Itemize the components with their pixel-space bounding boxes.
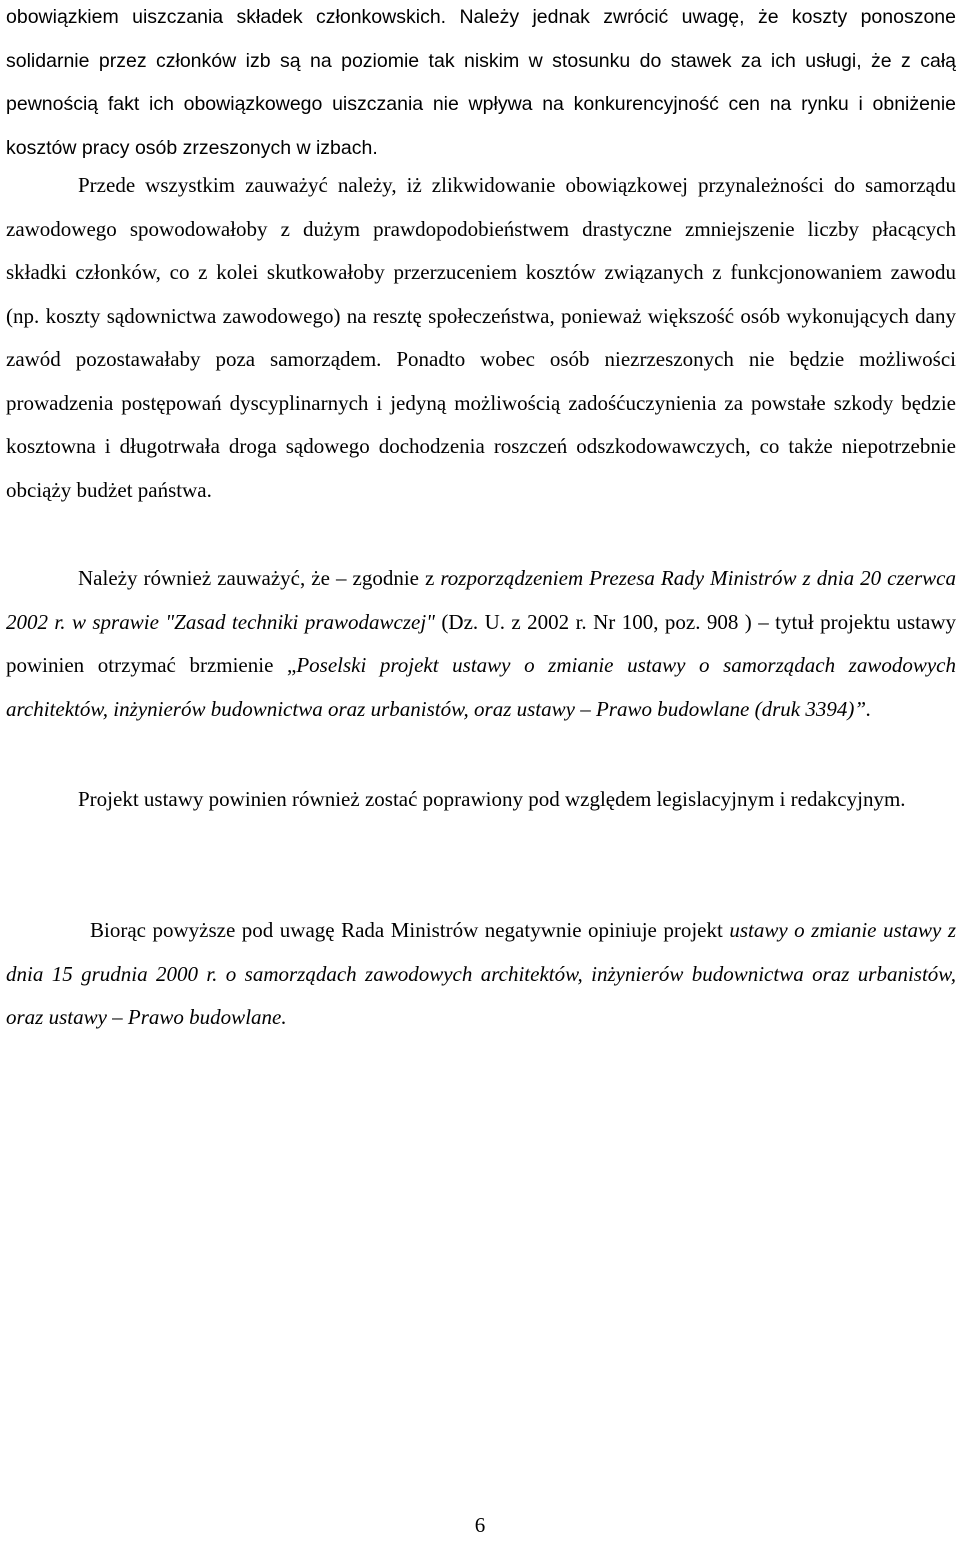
proposed-title: Poselski projekt ustawy o zmianie ustawy o samorządach zawodowych architektów, inżynierów budownictwa oraz urbanistów, oraz ustawy – Prawo budowlane (druk 3394)”. [6, 653, 956, 721]
page-number: 6 [474, 1513, 486, 1537]
paragraph-text: Projekt ustawy powinien również zostać poprawiony pod względem legislacyjnym i redakcyjnym. [78, 787, 906, 811]
paragraph-text: Ponadto wobec osób niezrzeszonych nie będzie możliwości prowadzenia postępowań dyscyplinarnych i jedyną możliwością zadośćuczynienia za powstałe szkody będzie kosztowna i długotrwała droga sądowego dochodzenia roszczeń odszkodowawczych, co także niepotrzebnie obciąży budżet państwa. [6, 347, 956, 502]
paragraph-title-remark [6, 557, 956, 731]
paragraph-text: Biorąc powyższe pod uwagę Rada Ministrów negatywnie opiniuje projekt [90, 918, 730, 942]
paragraph-text: Przede wszystkim zauważyć należy, iż zlikwidowanie obowiązkowej przynależności do samorządu zawodowego spowodowałoby z dużym prawdopodobieństwem drastyczne zmniejszenie liczby płacących składki członków, co z kolei skutkowałoby przerzuceniem kosztów związanych z funkcjonowaniem zawodu (np. [6, 173, 956, 328]
paragraph-obligatory-membership [6, 164, 956, 512]
paragraph-conclusion [6, 909, 956, 1040]
bill-title: ustawy o zmianie ustawy z dnia 15 grudnia 2000 r. o samorządach zawodowych architektów, inżynierów budownictwa oraz urbanistów, oraz ustawy – Prawo budowlane. [6, 918, 957, 1029]
paragraph-membership-fees [6, 0, 956, 170]
paragraph-text: obowiązkiem uiszczania składek członkowskich. Należy jednak zwrócić uwagę, że koszty ponoszone solidarnie przez członków izb są na poziomie tak niskim w stosunku do stawek za ich usługi, że z całą pewnością fakt ich obowiązkowego uiszczania nie wpływa na konkurencyjność cen na rynku i obniżenie kosztów pracy osób zrzeszonych w izbach. [6, 6, 956, 159]
regulation-reference: rozporządzeniem Prezesa Rady Ministrów z dnia 20 czerwca 2002 r. w sprawie "Zasad techniki prawodawczej" [6, 566, 956, 634]
paragraph-legislative-correction [6, 778, 956, 822]
paragraph-text: koszty sądownictwa zawodowego) na resztę społeczeństwa, ponieważ większość osób wykonujących dany zawód pozostawałaby poza samorządem. [6, 303, 956, 371]
paragraph-text: (Dz. U. z 2002 r. Nr 100, poz. 908 ) – tytuł projektu ustawy powinien otrzymać brzmienie „ [6, 609, 956, 677]
paragraph-text: Należy również zauważyć, że – zgodnie z [78, 566, 441, 590]
